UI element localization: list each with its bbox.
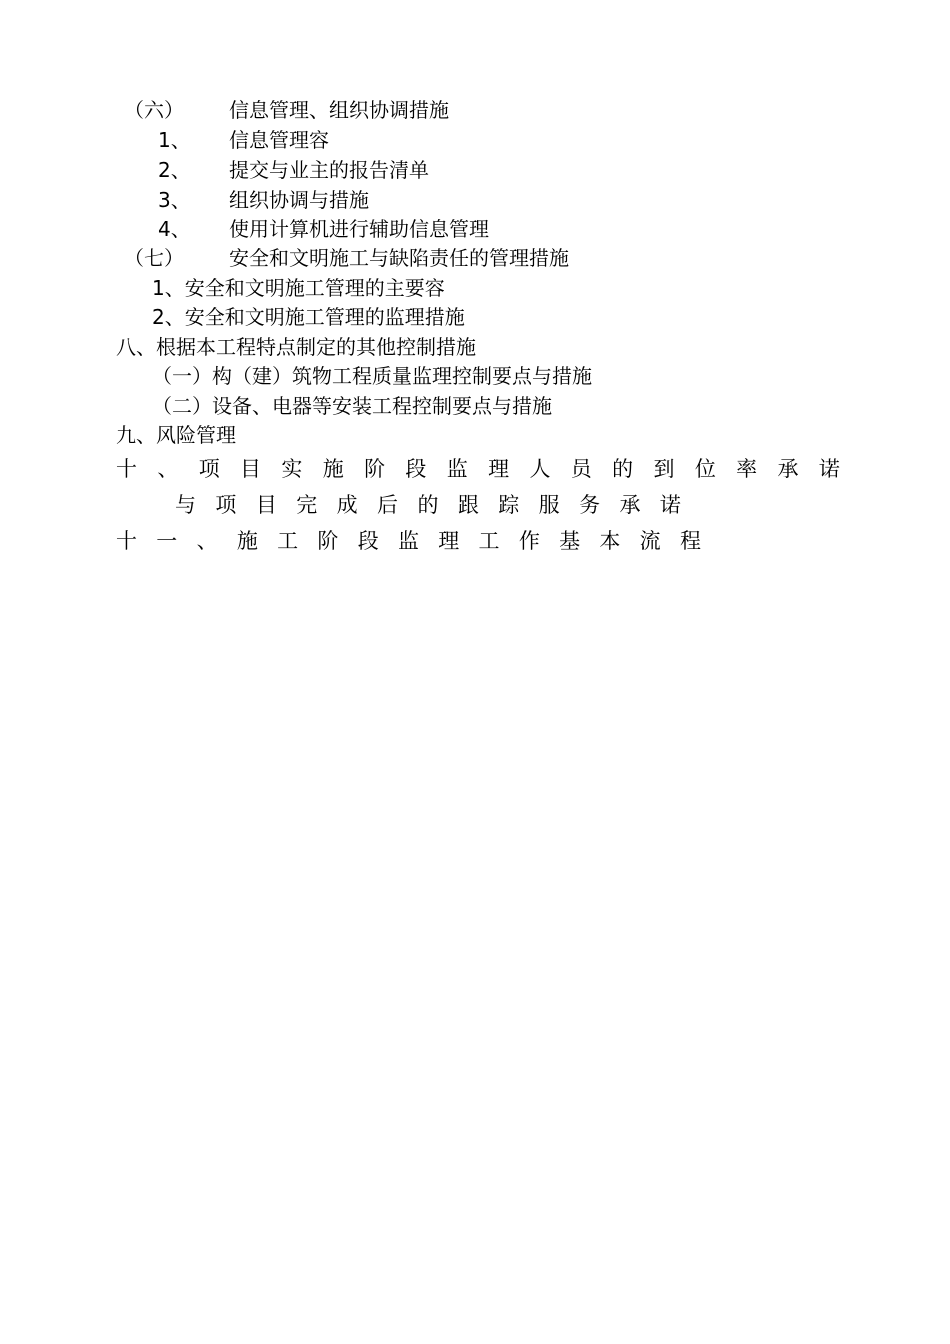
toc-entry-title: 组织协调与措施: [229, 188, 369, 212]
toc-title-char: 的: [417, 493, 439, 517]
toc-title-char: 监: [397, 529, 419, 553]
toc-entry-title: 信息管理容: [229, 128, 329, 152]
toc-entry-number: 1、: [158, 128, 191, 152]
toc-title-char: 项: [198, 457, 220, 481]
toc-title-char: 务: [579, 493, 601, 517]
toc-entry-title: [116, 527, 701, 555]
toc-title-char: 项: [215, 493, 237, 517]
toc-title-char: 位: [694, 457, 716, 481]
toc-title-char: 员: [570, 457, 592, 481]
toc-entry-title: 安全和文明施工与缺陷责任的管理措施: [229, 246, 569, 270]
toc-title-char: 跟: [457, 493, 479, 517]
toc-title-char: 工: [277, 529, 299, 553]
toc-title-char: 段: [405, 457, 427, 481]
toc-title-char: 完: [296, 493, 318, 517]
toc-title-char: 承: [619, 493, 641, 517]
toc-title-char: 服: [538, 493, 560, 517]
toc-title-char: 到: [653, 457, 675, 481]
toc-entry-title: 使用计算机进行辅助信息管理: [229, 217, 489, 241]
toc-title-char: 成: [336, 493, 358, 517]
toc-title-char: 施: [322, 457, 344, 481]
toc-entry-title: 2、安全和文明施工管理的监理措施: [152, 305, 465, 329]
toc-title-char: 理: [488, 457, 510, 481]
toc-entry-title: [116, 455, 840, 483]
toc-title-char: 、: [196, 529, 218, 553]
toc-title-char: 后: [377, 493, 399, 517]
toc-title-char: 、: [157, 457, 179, 481]
toc-title-char: 承: [777, 457, 799, 481]
toc-title-char: 基: [559, 529, 581, 553]
toc-entry-title: （一）构（建）筑物工程质量监理控制要点与措施: [152, 364, 592, 388]
toc-title-char: 率: [736, 457, 758, 481]
toc-title-char: 监: [446, 457, 468, 481]
toc-title-char: 十: [116, 529, 137, 553]
toc-entry-number: 3、: [158, 188, 191, 212]
toc-title-char: 目: [240, 457, 262, 481]
toc-title-char: 踪: [498, 493, 520, 517]
toc-entry-title: 八、根据本工程特点制定的其他控制措施: [116, 335, 476, 359]
toc-title-char: 的: [612, 457, 634, 481]
toc-title-char: 程: [679, 529, 701, 553]
toc-title-char: 诺: [818, 457, 840, 481]
toc-title-char: 理: [438, 529, 460, 553]
toc-title-char: 阶: [317, 529, 339, 553]
toc-title-char: 实: [281, 457, 303, 481]
toc-title-char: 施: [236, 529, 258, 553]
toc-title-char: 流: [639, 529, 661, 553]
toc-title-char: 与: [175, 493, 196, 517]
toc-title-char: 本: [599, 529, 621, 553]
toc-entry-title-continued: [175, 491, 681, 519]
toc-title-char: 十: [116, 457, 137, 481]
toc-entry-title: 信息管理、组织协调措施: [229, 98, 449, 122]
toc-title-char: 阶: [364, 457, 386, 481]
toc-entry-title: 1、安全和文明施工管理的主要容: [152, 276, 445, 300]
toc-title-char: 作: [518, 529, 540, 553]
toc-entry-title: 提交与业主的报告清单: [229, 158, 429, 182]
toc-title-char: 目: [255, 493, 277, 517]
toc-entry-number: （七）: [124, 246, 184, 270]
toc-title-char: 人: [529, 457, 551, 481]
toc-entry-number: 4、: [158, 217, 191, 241]
toc-title-char: 一: [156, 529, 178, 553]
toc-entry-number: 2、: [158, 158, 191, 182]
toc-title-char: 诺: [659, 493, 681, 517]
toc-title-char: 工: [478, 529, 500, 553]
toc-entry-number: （六）: [124, 98, 184, 122]
toc-title-char: 段: [357, 529, 379, 553]
toc-entry-title: （二）设备、电器等安装工程控制要点与措施: [152, 394, 552, 418]
toc-entry-title: 九、风险管理: [116, 423, 236, 447]
